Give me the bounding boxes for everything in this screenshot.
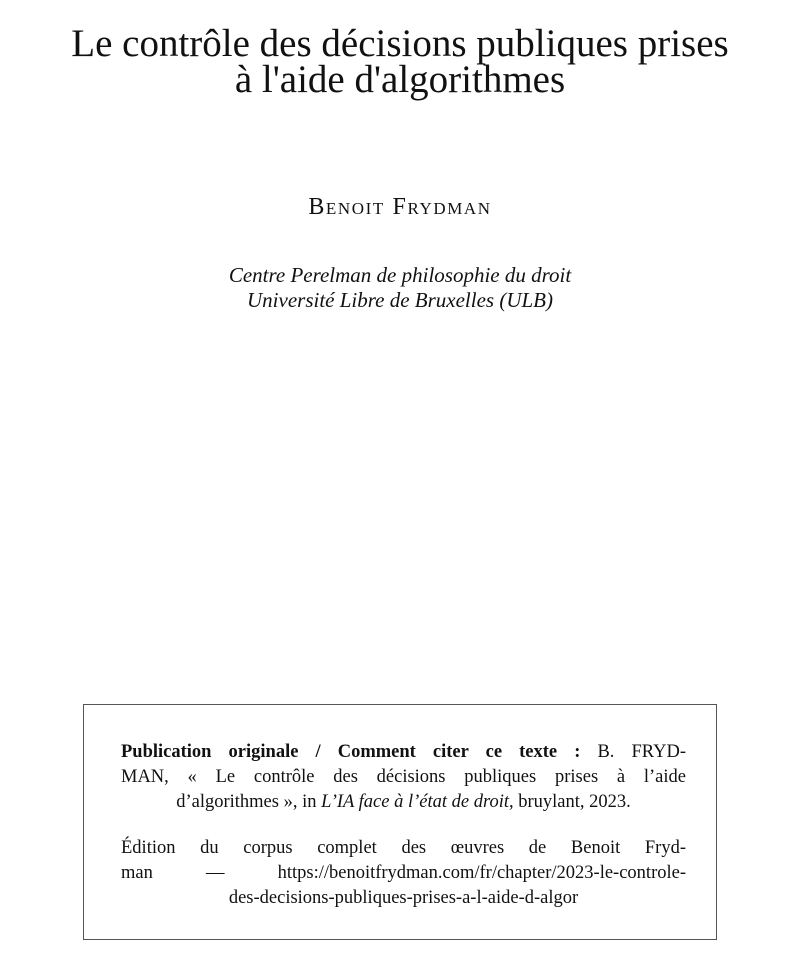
title-line-2: à l'aide d'algorithmes [234,58,566,101]
citation-line-1-rest: B. FRYD- [580,742,687,762]
edition-line-3: des-decisions-publiques-prises-a-l-aide-d-algor [228,888,579,908]
citation-work-title: L’IA face à l’état de droit [321,792,509,812]
citation-line-1 [121,740,686,765]
affiliation-line-1: Centre Perelman de philosophie du droit [228,263,572,287]
citation-line-3-pre: d’algorithmes », in [176,792,322,812]
author-name: Benoit Frydman [308,194,492,220]
citation-line-3 [121,790,686,815]
citation-box [83,704,717,940]
document-title [0,22,800,101]
citation-paragraph [121,740,686,815]
citation-heading: Publication originale / Comment citer ce texte : [121,742,581,762]
affiliation-line-2: Université Libre de Bruxelles (ULB) [247,288,553,312]
author-affiliation [0,263,800,313]
edition-paragraph [121,836,686,911]
edition-line-2: man — https://benoitfrydman.com/fr/chapter/2023-le-controle- [121,863,686,883]
title-line-1: Le contrôle des décisions publiques prises [71,22,729,65]
edition-line-1: Édition du corpus complet des œuvres de Benoit Fryd- [121,838,686,858]
citation-line-2: MAN, « Le contrôle des décisions publiques prises à l’aide [121,767,686,787]
citation-line-3-post: , bruylant, 2023. [509,792,631,812]
